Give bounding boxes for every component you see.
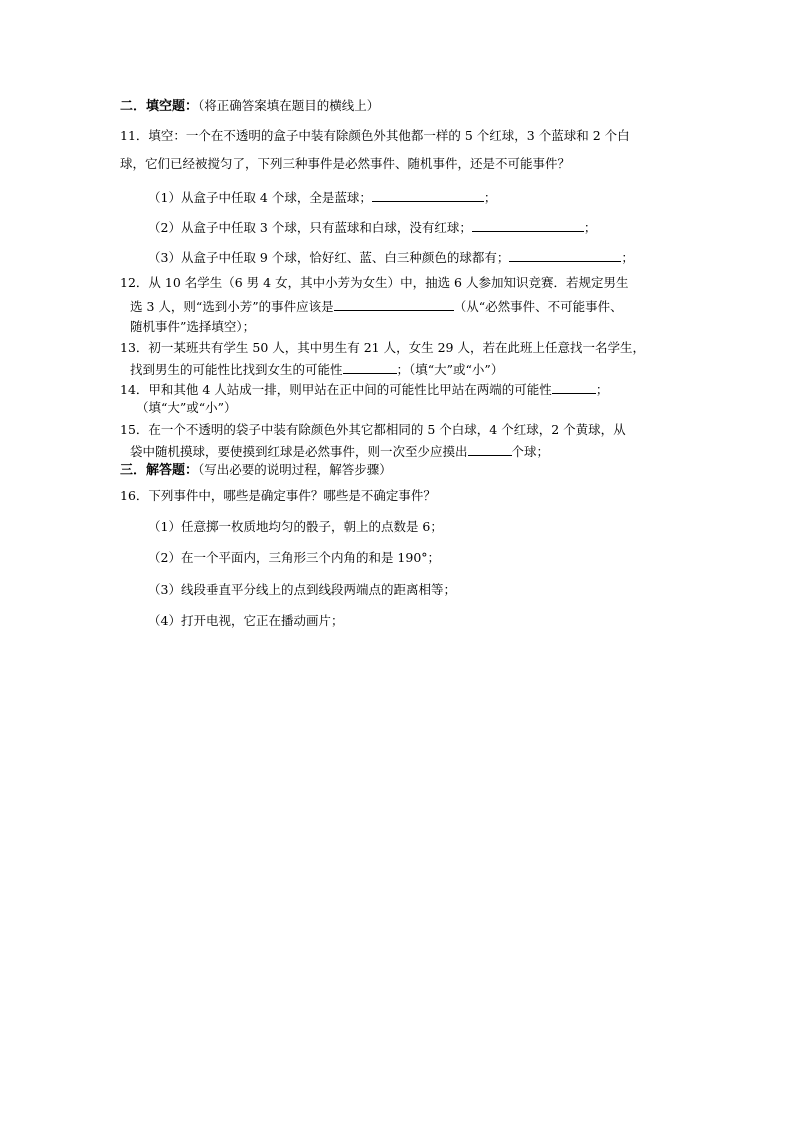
- section2-title: 二．填空题：: [120, 99, 199, 114]
- q16-item3: （3）线段垂直平分线上的点到线段两端点的距离相等；: [148, 582, 456, 597]
- q11-item3-text: （3）从盒子中任取 9 个球，恰好红、蓝、白三种颜色的球都有；: [148, 250, 510, 265]
- section2-note: （将正确答案填在题目的横线上）: [198, 98, 380, 113]
- q11-line2: 球，它们已经被搅匀了，下列三种事件是必然事件、随机事件，还是不可能事件？: [120, 156, 571, 171]
- q13-line2-hint: ；（填“大”或“小”）: [396, 362, 504, 377]
- q11-item3: [148, 249, 634, 266]
- q12-line1: 12．从 10 名学生（6 男 4 女，其中小芳为女生）中，抽选 6 人参加知识竞赛．若规定男生: [120, 275, 629, 290]
- q12-line2-text: 选 3 人，则“选到小芳”的事件应该是: [130, 299, 334, 314]
- q14-line1-end: ；: [595, 382, 609, 397]
- q13-answer-blank[interactable]: [343, 361, 397, 374]
- section3-heading: [120, 462, 392, 479]
- q11-item1: [148, 189, 496, 206]
- q14-line2: （填“大”或“小”）: [136, 400, 237, 415]
- q11-line1: 11．填空：一个在不透明的盒子中装有除颜色外其他都一样的 5 个红球，3 个蓝球和 2 个白: [120, 128, 630, 143]
- q11-item1-text: （1）从盒子中任取 4 个球，全是蓝球；: [148, 190, 372, 205]
- q12-line2: [130, 298, 623, 315]
- q16-line1: 16．下列事件中，哪些是确定事件？哪些是不确定事件？: [120, 488, 436, 503]
- q13-line2-text: 找到男生的可能性比找到女生的可能性: [130, 362, 343, 377]
- q13-line2: [130, 361, 503, 378]
- q13-line1: 13．初一某班共有学生 50 人，其中男生有 21 人，女生 29 人，若在此班上任意找一名学生，: [120, 340, 645, 355]
- q16-item2: （2）在一个平面内，三角形三个内角的和是 190°；: [148, 550, 441, 565]
- section3-title: 三．解答题：: [120, 463, 199, 478]
- q11-item2-end: ；: [583, 220, 597, 235]
- section3-note: （写出必要的说明过程，解答步骤）: [198, 462, 392, 477]
- q15-line2-end: 个球；: [511, 444, 550, 459]
- q12-line2-hint: （从“必然事件、不可能事件、: [453, 299, 623, 314]
- q14-line1: [120, 381, 608, 398]
- q12-answer-blank[interactable]: [334, 298, 454, 311]
- q15-line2-text: 袋中随机摸球，要使摸到红球是必然事件，则一次至少应摸出: [130, 444, 468, 459]
- q12-line3: 随机事件”选择填空）；: [130, 319, 256, 334]
- q11-answer-blank-2[interactable]: [472, 219, 584, 232]
- q11-item2: [148, 219, 596, 236]
- q11-item2-text: （2）从盒子中任取 3 个球，只有蓝球和白球，没有红球；: [148, 220, 472, 235]
- q15-answer-blank[interactable]: [468, 443, 512, 456]
- q11-answer-blank-3[interactable]: [509, 249, 621, 262]
- q16-item4: （4）打开电视，它正在播动画片；: [148, 613, 344, 628]
- q16-item1: （1）任意掷一枚质地均匀的骰子，朝上的点数是 6；: [148, 519, 443, 534]
- q15-line1: 15．在一个不透明的袋子中装有除颜色外其它都相同的 5 个白球，4 个红球，2 个黄球，从: [120, 422, 626, 437]
- q11-answer-blank-1[interactable]: [372, 189, 484, 202]
- q14-line1-text: 14．甲和其他 4 人站成一排，则甲站在正中间的可能性比甲站在两端的可能性: [120, 382, 552, 397]
- section2-heading: [120, 98, 379, 115]
- q14-answer-blank[interactable]: [552, 381, 596, 394]
- q15-line2: [130, 443, 549, 460]
- q11-item1-end: ；: [483, 190, 497, 205]
- q11-item3-end: ；: [621, 250, 634, 265]
